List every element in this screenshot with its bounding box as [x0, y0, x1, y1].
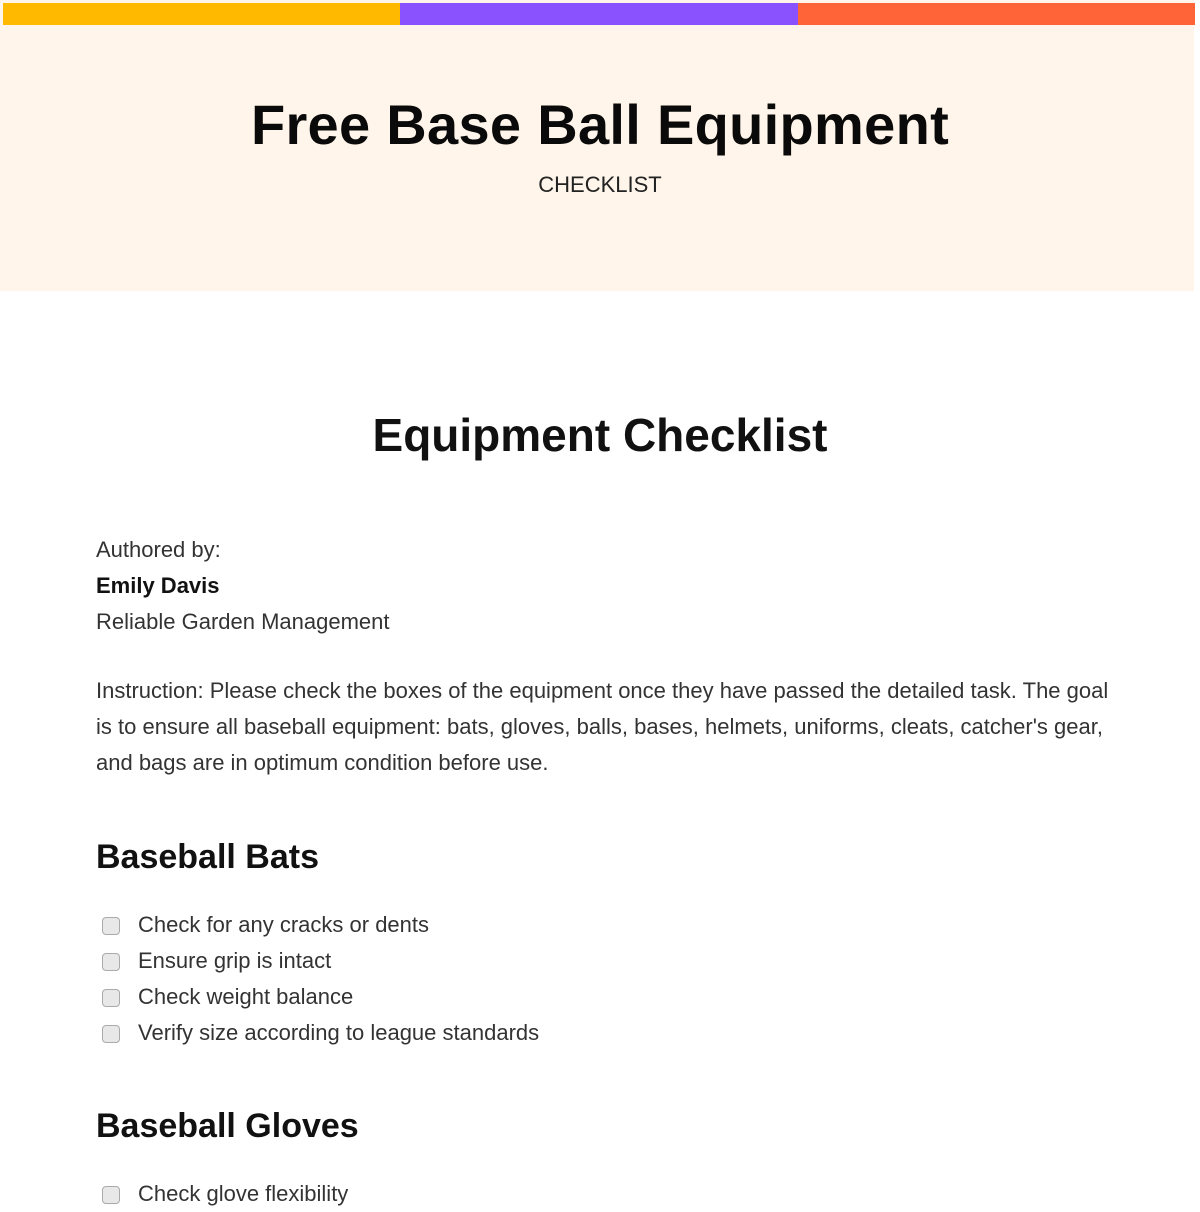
- checklist-item: [96, 979, 539, 1015]
- page-heading: Equipment Checklist: [372, 409, 828, 461]
- item-label: Check weight balance: [138, 984, 354, 1009]
- document-title: Free Base Ball Equipment: [250, 93, 950, 156]
- color-bar-yellow: [3, 3, 400, 25]
- section-baseball-bats: [96, 838, 539, 1051]
- checklist-item: [96, 907, 539, 943]
- author-label: Authored by:: [96, 537, 221, 562]
- item-label: Verify size according to league standards: [138, 1020, 540, 1045]
- checkbox[interactable]: [102, 1186, 120, 1204]
- document-subtitle: CHECKLIST: [538, 172, 662, 197]
- color-bars: [3, 3, 1195, 25]
- checklist-item: [96, 1176, 359, 1212]
- item-label: Check for any cracks or dents: [138, 912, 430, 937]
- section-baseball-gloves: [96, 1107, 359, 1212]
- checkbox[interactable]: [102, 1025, 120, 1043]
- checklist-item: [96, 943, 539, 979]
- document-header: [0, 0, 1194, 291]
- color-bar-orange: [798, 3, 1195, 25]
- author-organization: Reliable Garden Management: [96, 609, 390, 634]
- checkbox[interactable]: [102, 989, 120, 1007]
- checklist-item: [96, 1015, 539, 1051]
- section-title: Baseball Bats: [96, 838, 319, 876]
- checkbox[interactable]: [102, 953, 120, 971]
- instruction-text: Instruction: Please check the boxes of the equipment once they have passed the detailed task. The goal is to ensure all baseball equipment: bats, gloves, balls, bases, helmets, uniforms, cleats, catcher's gear, and bags are in optimum condition before use.: [96, 678, 1109, 775]
- color-bar-purple: [400, 3, 797, 25]
- author-name: Emily Davis: [96, 573, 220, 598]
- checkbox[interactable]: [102, 917, 120, 935]
- item-label: Ensure grip is intact: [138, 948, 332, 973]
- section-title: Baseball Gloves: [96, 1107, 359, 1145]
- item-label: Check glove flexibility: [138, 1181, 349, 1206]
- author-block: [96, 532, 390, 640]
